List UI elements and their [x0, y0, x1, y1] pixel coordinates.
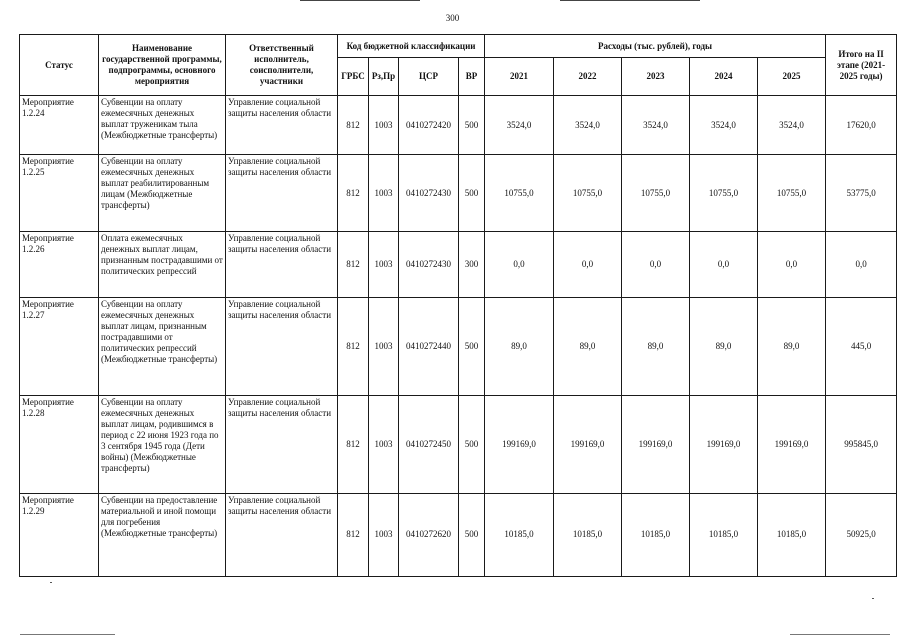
table-row: [20, 298, 897, 395]
row-rzpr: 1003: [369, 493, 399, 576]
row-total: 445,0: [826, 298, 897, 395]
row-program-name: Оплата ежемесячных денежных выплат лицам, признанным пострадавшими от политических репрессий: [99, 232, 226, 298]
row-value-2023: 0,0: [622, 232, 690, 298]
row-value-2021: 3524,0: [485, 96, 554, 155]
row-total: 50925,0: [826, 493, 897, 576]
row-value-2022: 199169,0: [554, 395, 622, 493]
row-value-2023: 10755,0: [622, 155, 690, 232]
row-executor: Управление социальной защиты населения области: [226, 298, 338, 395]
row-executor: Управление социальной защиты населения области: [226, 155, 338, 232]
row-vr: 500: [459, 395, 485, 493]
scan-speck: [50, 582, 52, 583]
row-total: 0,0: [826, 232, 897, 298]
row-value-2024: 199169,0: [690, 395, 758, 493]
header-total: Итого на II этапе (2021-2025 годы): [826, 35, 897, 96]
row-vr: 500: [459, 96, 485, 155]
row-value-2025: 89,0: [758, 298, 826, 395]
row-rzpr: 1003: [369, 155, 399, 232]
row-total: 995845,0: [826, 395, 897, 493]
row-program-name: Субвенции на оплату ежемесячных денежных выплат труженикам тыла (Межбюджетные трансферты): [99, 96, 226, 155]
header-year-2022: 2022: [554, 58, 622, 96]
row-rzpr: 1003: [369, 298, 399, 395]
row-grbs: 812: [338, 395, 369, 493]
row-status: Мероприятие 1.2.28: [20, 395, 99, 493]
row-value-2022: 10185,0: [554, 493, 622, 576]
row-value-2024: 3524,0: [690, 96, 758, 155]
row-value-2022: 10755,0: [554, 155, 622, 232]
row-value-2024: 0,0: [690, 232, 758, 298]
row-value-2022: 3524,0: [554, 96, 622, 155]
row-vr: 500: [459, 298, 485, 395]
row-executor: Управление социальной защиты населения области: [226, 96, 338, 155]
row-value-2025: 10755,0: [758, 155, 826, 232]
row-grbs: 812: [338, 232, 369, 298]
row-value-2021: 0,0: [485, 232, 554, 298]
row-grbs: 812: [338, 493, 369, 576]
row-program-name: Субвенции на предоставление материальной и иной помощи для погребения (Межбюджетные трансферты): [99, 493, 226, 576]
row-status: Мероприятие 1.2.25: [20, 155, 99, 232]
row-grbs: 812: [338, 155, 369, 232]
scan-edge-line-bottom-left: [20, 634, 115, 635]
row-total: 53775,0: [826, 155, 897, 232]
row-csr: 0410272450: [399, 395, 459, 493]
row-grbs: 812: [338, 96, 369, 155]
header-grbs: ГРБС: [338, 58, 369, 96]
row-executor: Управление социальной защиты населения области: [226, 395, 338, 493]
row-executor: Управление социальной защиты населения области: [226, 493, 338, 576]
row-value-2023: 3524,0: [622, 96, 690, 155]
row-value-2024: 10755,0: [690, 155, 758, 232]
header-status: Статус: [20, 35, 99, 96]
table-row: [20, 395, 897, 493]
scan-speck: [872, 598, 874, 599]
row-csr: 0410272430: [399, 232, 459, 298]
table-row: [20, 155, 897, 232]
header-vr: ВР: [459, 58, 485, 96]
row-status: Мероприятие 1.2.29: [20, 493, 99, 576]
scan-edge-line-right: [560, 0, 700, 1]
row-value-2024: 10185,0: [690, 493, 758, 576]
row-grbs: 812: [338, 298, 369, 395]
row-value-2025: 3524,0: [758, 96, 826, 155]
row-vr: 500: [459, 155, 485, 232]
page-number: 300: [445, 13, 460, 23]
row-rzpr: 1003: [369, 395, 399, 493]
row-status: Мероприятие 1.2.27: [20, 298, 99, 395]
row-value-2021: 89,0: [485, 298, 554, 395]
row-value-2024: 89,0: [690, 298, 758, 395]
row-value-2025: 0,0: [758, 232, 826, 298]
row-csr: 0410272620: [399, 493, 459, 576]
row-value-2023: 10185,0: [622, 493, 690, 576]
row-executor: Управление социальной защиты населения области: [226, 232, 338, 298]
table-row: [20, 493, 897, 576]
row-value-2021: 199169,0: [485, 395, 554, 493]
row-csr: 0410272440: [399, 298, 459, 395]
header-executor: Ответственный исполнитель, соисполнители, участники: [226, 35, 338, 96]
table-row: [20, 96, 897, 155]
row-rzpr: 1003: [369, 96, 399, 155]
header-csr: ЦСР: [399, 58, 459, 96]
row-total: 17620,0: [826, 96, 897, 155]
row-value-2025: 199169,0: [758, 395, 826, 493]
row-value-2021: 10185,0: [485, 493, 554, 576]
row-value-2023: 199169,0: [622, 395, 690, 493]
header-year-2025: 2025: [758, 58, 826, 96]
header-expenses: Расходы (тыс. рублей), годы: [485, 35, 826, 58]
header-budget-code: Код бюджетной классификации: [338, 35, 485, 58]
row-status: Мероприятие 1.2.24: [20, 96, 99, 155]
row-rzpr: 1003: [369, 232, 399, 298]
budget-table: [19, 34, 897, 577]
header-year-2024: 2024: [690, 58, 758, 96]
row-status: Мероприятие 1.2.26: [20, 232, 99, 298]
row-vr: 500: [459, 493, 485, 576]
scan-edge-line-bottom-right: [790, 634, 890, 635]
row-program-name: Субвенции на оплату ежемесячных денежных выплат лицам, родившимся в период с 22 июня 1923 года по 3 сентября 1945 года (Дети войны) (Межбюджетные трансферты): [99, 395, 226, 493]
row-value-2025: 10185,0: [758, 493, 826, 576]
row-vr: 300: [459, 232, 485, 298]
row-program-name: Субвенции на оплату ежемесячных денежных выплат реабилитированным лицам (Межбюджетные трансферты): [99, 155, 226, 232]
row-value-2021: 10755,0: [485, 155, 554, 232]
row-program-name: Субвенции на оплату ежемесячных денежных выплат лицам, признанным пострадавшими от политических репрессий (Межбюджетные трансферты): [99, 298, 226, 395]
row-value-2023: 89,0: [622, 298, 690, 395]
row-csr: 0410272430: [399, 155, 459, 232]
header-year-2023: 2023: [622, 58, 690, 96]
header-year-2021: 2021: [485, 58, 554, 96]
row-csr: 0410272420: [399, 96, 459, 155]
header-program-name: Наименование государственной программы, подпрограммы, основного мероприятия: [99, 35, 226, 96]
row-value-2022: 0,0: [554, 232, 622, 298]
table-row: [20, 232, 897, 298]
header-rzpr: Рз,Пр: [369, 58, 399, 96]
row-value-2022: 89,0: [554, 298, 622, 395]
scan-edge-line-left: [300, 0, 420, 1]
